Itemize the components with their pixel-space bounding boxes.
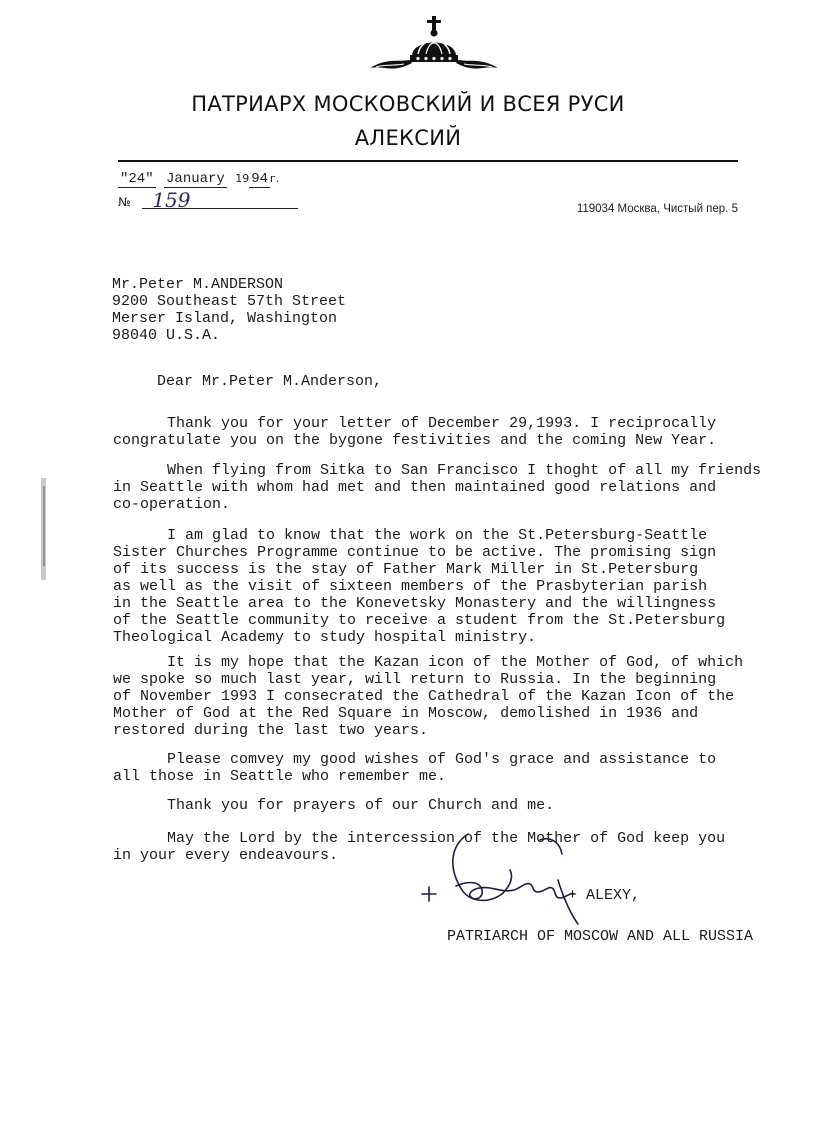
letterhead-title: ПАТРИАРХ МОСКОВСКИЙ И ВСЕЯ РУСИ: [191, 92, 625, 116]
recipient-line: Merser Island, Washington: [112, 310, 338, 327]
paragraph: Thank you for your letter of December 29,1993. I reciprocally congratulate you on the bygone festivities and the coming New Year.: [113, 415, 717, 449]
number-label: №: [118, 195, 131, 209]
paragraph: It is my hope that the Kazan icon of the Mother of God, of which we spoke so much last year, will return to Russia. In the beginning of November 1993 I consecrated the Cathedral of the Kazan Icon of the Mother of God at the Red Square in Moscow, demolished in 1936 and restored during the last two years.: [113, 654, 744, 739]
salutation: Dear Mr.Peter M.Anderson,: [157, 373, 383, 390]
date-year-prefix: 19: [235, 172, 250, 185]
date-day: "24": [120, 171, 154, 187]
paragraph: When flying from Sitka to San Francisco I thoght of all my friends in Seattle with whom had met and then maintained good relations and co-operation.: [113, 462, 762, 513]
patriarchal-crown-icon: [368, 16, 500, 76]
recipient-line: 98040 U.S.A.: [112, 327, 221, 344]
signatory-name: + ALEXY,: [568, 887, 641, 904]
paragraph: Please comvey my good wishes of God's grace and assistance to all those in Seattle who remember me.: [113, 751, 717, 785]
date-year-suffix: 94: [251, 171, 269, 187]
paragraph: I am glad to know that the work on the St.Petersburg-Seattle Sister Churches Programme continue to be active. The promising sign of its success is the stay of Father Mark Miller in St.Petersburg as well as the visit of sixteen members of the Prasbyterian parish in the Seattle area to the Konevetsky Monastery and the willingness of the Seattle community to receive a student from the St.Petersburg Theological Academy to study hospital ministry.: [113, 527, 726, 646]
sender-address: 119034 Москва, Чистый пер. 5: [576, 203, 738, 215]
letterhead-name: АЛЕКСИЙ: [354, 126, 462, 150]
date-month: January: [166, 171, 225, 187]
number-underline: [142, 188, 298, 212]
letterhead-divider: [118, 160, 738, 162]
date-line: [118, 171, 279, 187]
scan-margin-mark: [38, 478, 52, 580]
date-year-mark: г.: [270, 172, 280, 185]
number-value: 159: [152, 188, 191, 212]
handwritten-signature: [410, 820, 650, 930]
paragraph: May the Lord by the intercession of the Mother of God keep you in your every endeavours.: [113, 830, 726, 864]
recipient-block: [112, 276, 346, 344]
recipient-line: Mr.Peter M.ANDERSON: [112, 276, 284, 293]
paragraph: Thank you for prayers of our Church and me.: [113, 797, 555, 814]
recipient-line: 9200 Southeast 57th Street: [112, 293, 347, 310]
number-line: [118, 188, 298, 212]
signatory-title: PATRIARCH OF MOSCOW AND ALL RUSSIA: [447, 928, 754, 945]
